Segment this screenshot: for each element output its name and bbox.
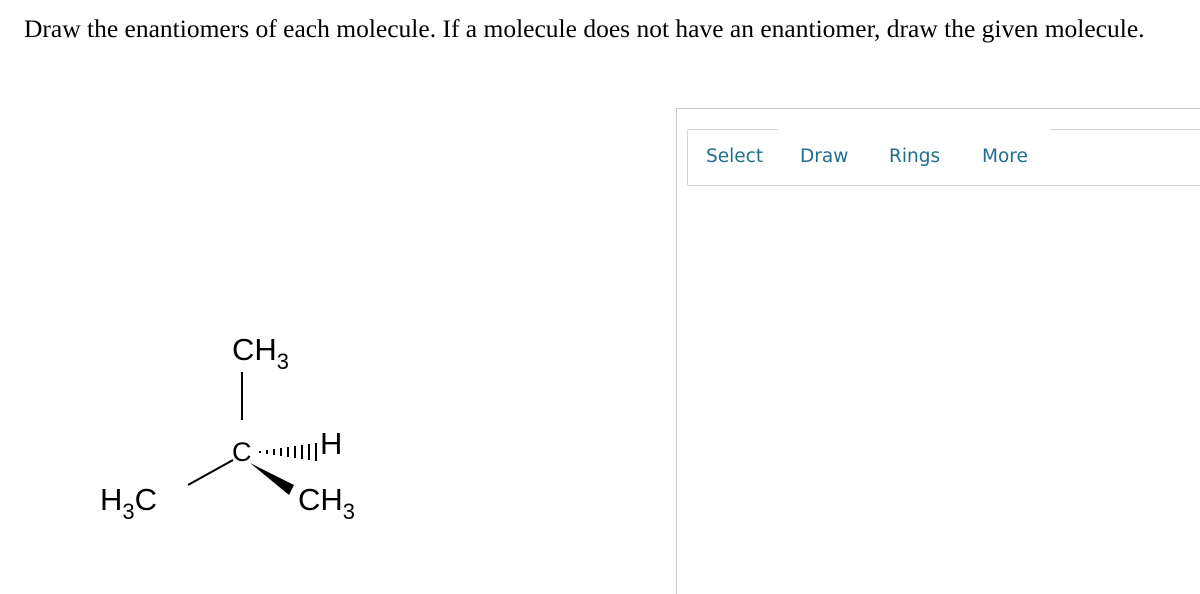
given-molecule-structure bbox=[80, 320, 420, 550]
editor-toolbar bbox=[687, 129, 1200, 186]
drawing-editor-panel[interactable] bbox=[676, 108, 1200, 594]
question-prompt: Draw the enantiomers of each molecule. If a molecule does not have an enantiomer, draw the given molecule. bbox=[24, 14, 1145, 43]
molecule-drawing bbox=[80, 320, 420, 550]
tab-rings[interactable]: Rings bbox=[889, 146, 941, 167]
tab-draw[interactable]: Draw bbox=[800, 146, 849, 167]
solid-wedge-bond bbox=[250, 463, 294, 495]
bottom-right-methyl-label: $CH_3$ bbox=[298, 482, 356, 524]
hydrogen-label: H bbox=[320, 426, 343, 461]
tab-select[interactable]: Select bbox=[706, 146, 764, 167]
hashed-wedge-bond bbox=[260, 443, 316, 461]
tab-more[interactable]: More bbox=[982, 146, 1028, 167]
center-carbon-label: C bbox=[232, 437, 252, 467]
top-methyl-label: $CH_3$ bbox=[232, 332, 290, 374]
left-methyl-label: $H_3C$ bbox=[100, 482, 158, 524]
toolbar-top-gap bbox=[778, 129, 1050, 132]
left-bond bbox=[188, 460, 233, 485]
